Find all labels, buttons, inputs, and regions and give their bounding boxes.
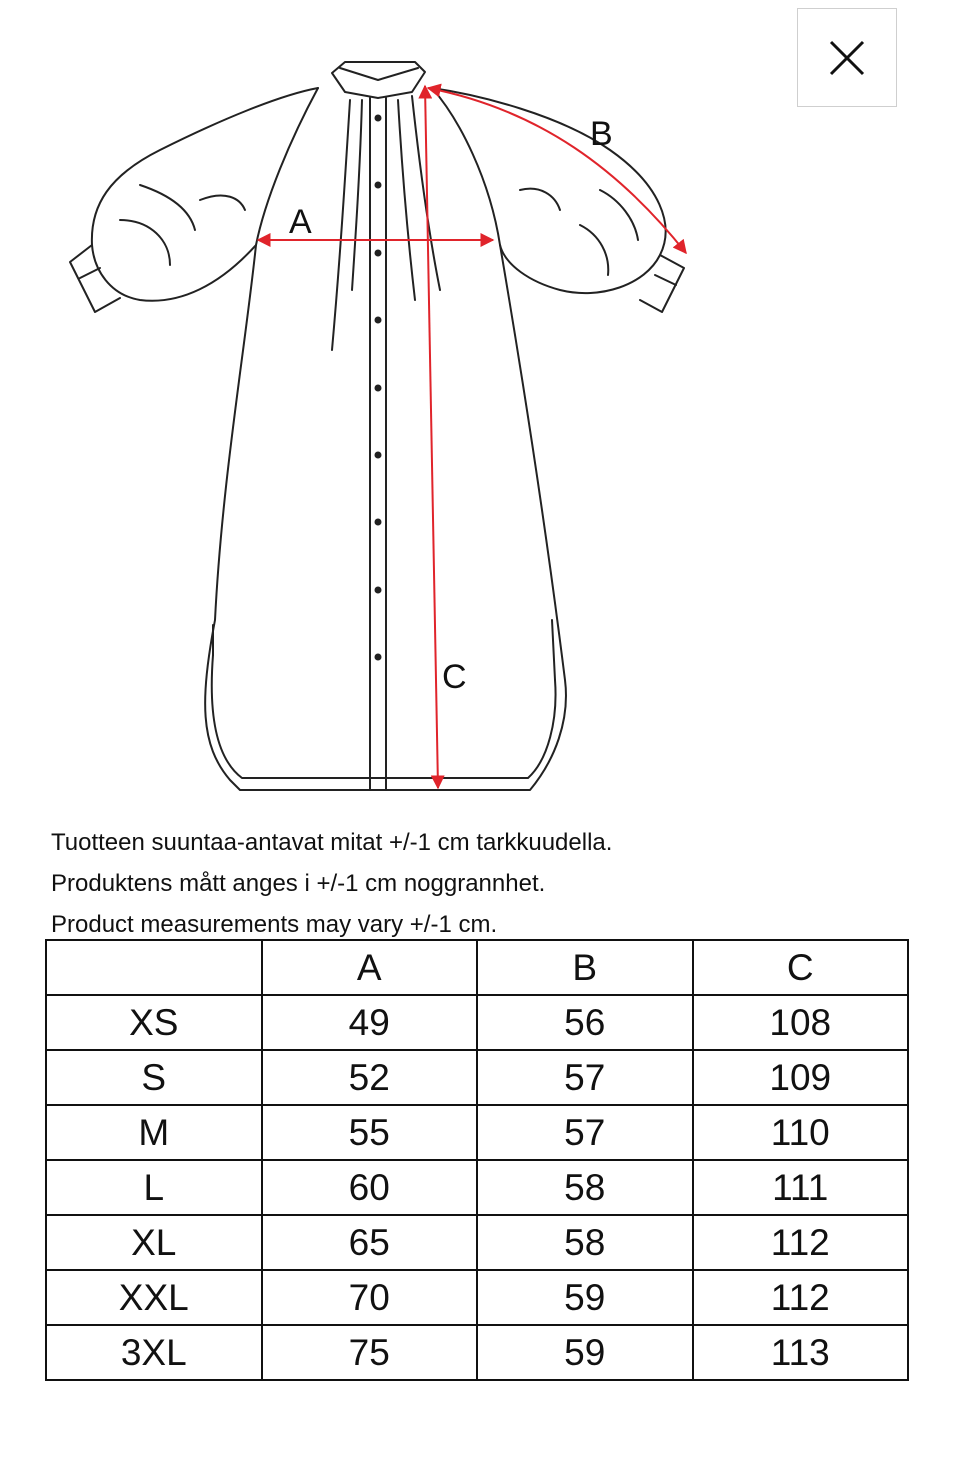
size-label: M bbox=[46, 1105, 262, 1160]
measure-b-arrow bbox=[428, 88, 686, 253]
value-c: 113 bbox=[693, 1325, 909, 1380]
size-label: 3XL bbox=[46, 1325, 262, 1380]
value-c: 111 bbox=[693, 1160, 909, 1215]
table-row bbox=[46, 1160, 908, 1215]
left-cuff bbox=[70, 245, 120, 312]
button-2 bbox=[375, 182, 382, 189]
header-cell: A bbox=[262, 940, 478, 995]
right-cuff bbox=[640, 255, 684, 312]
placket bbox=[370, 98, 386, 790]
table-row bbox=[46, 995, 908, 1050]
value-a: 52 bbox=[262, 1050, 478, 1105]
size-label: XS bbox=[46, 995, 262, 1050]
value-b: 57 bbox=[477, 1105, 693, 1160]
value-b: 59 bbox=[477, 1325, 693, 1380]
value-a: 65 bbox=[262, 1215, 478, 1270]
label-a: A bbox=[289, 203, 312, 241]
value-a: 49 bbox=[262, 995, 478, 1050]
table-row bbox=[46, 1270, 908, 1325]
button-4 bbox=[375, 317, 382, 324]
button-8 bbox=[375, 587, 382, 594]
measure-c-arrow bbox=[425, 86, 438, 788]
table-row bbox=[46, 1325, 908, 1380]
button-5 bbox=[375, 385, 382, 392]
note-swedish: Produktens mått anges i +/-1 cm noggrannhet. bbox=[51, 870, 546, 897]
value-b: 59 bbox=[477, 1270, 693, 1325]
measurement-notes bbox=[51, 822, 612, 945]
button-9 bbox=[375, 654, 382, 661]
button-1 bbox=[375, 115, 382, 122]
button-7 bbox=[375, 519, 382, 526]
left-sleeve bbox=[92, 88, 318, 301]
right-sleeve bbox=[432, 88, 666, 293]
value-a: 60 bbox=[262, 1160, 478, 1215]
value-c: 112 bbox=[693, 1215, 909, 1270]
header-cell: B bbox=[477, 940, 693, 995]
value-c: 110 bbox=[693, 1105, 909, 1160]
value-b: 58 bbox=[477, 1215, 693, 1270]
note-finnish: Tuotteen suuntaa-antavat mitat +/-1 cm tarkkuudella. bbox=[51, 829, 613, 856]
size-label: XL bbox=[46, 1215, 262, 1270]
value-c: 109 bbox=[693, 1050, 909, 1105]
table-row bbox=[46, 1105, 908, 1160]
size-label: S bbox=[46, 1050, 262, 1105]
value-c: 108 bbox=[693, 995, 909, 1050]
table-header-row bbox=[46, 940, 908, 995]
value-c: 112 bbox=[693, 1270, 909, 1325]
value-a: 55 bbox=[262, 1105, 478, 1160]
header-cell bbox=[46, 940, 262, 995]
value-b: 56 bbox=[477, 995, 693, 1050]
button-6 bbox=[375, 452, 382, 459]
value-a: 70 bbox=[262, 1270, 478, 1325]
note-english: Product measurements may vary +/-1 cm. bbox=[51, 911, 498, 938]
value-b: 57 bbox=[477, 1050, 693, 1105]
button-3 bbox=[375, 250, 382, 257]
table-row bbox=[46, 1050, 908, 1105]
label-b: B bbox=[590, 115, 613, 153]
value-b: 58 bbox=[477, 1160, 693, 1215]
size-label: XXL bbox=[46, 1270, 262, 1325]
table-row bbox=[46, 1215, 908, 1270]
value-a: 75 bbox=[262, 1325, 478, 1380]
size-label: L bbox=[46, 1160, 262, 1215]
label-c: C bbox=[442, 658, 467, 696]
header-cell: C bbox=[693, 940, 909, 995]
size-table bbox=[45, 939, 909, 1381]
